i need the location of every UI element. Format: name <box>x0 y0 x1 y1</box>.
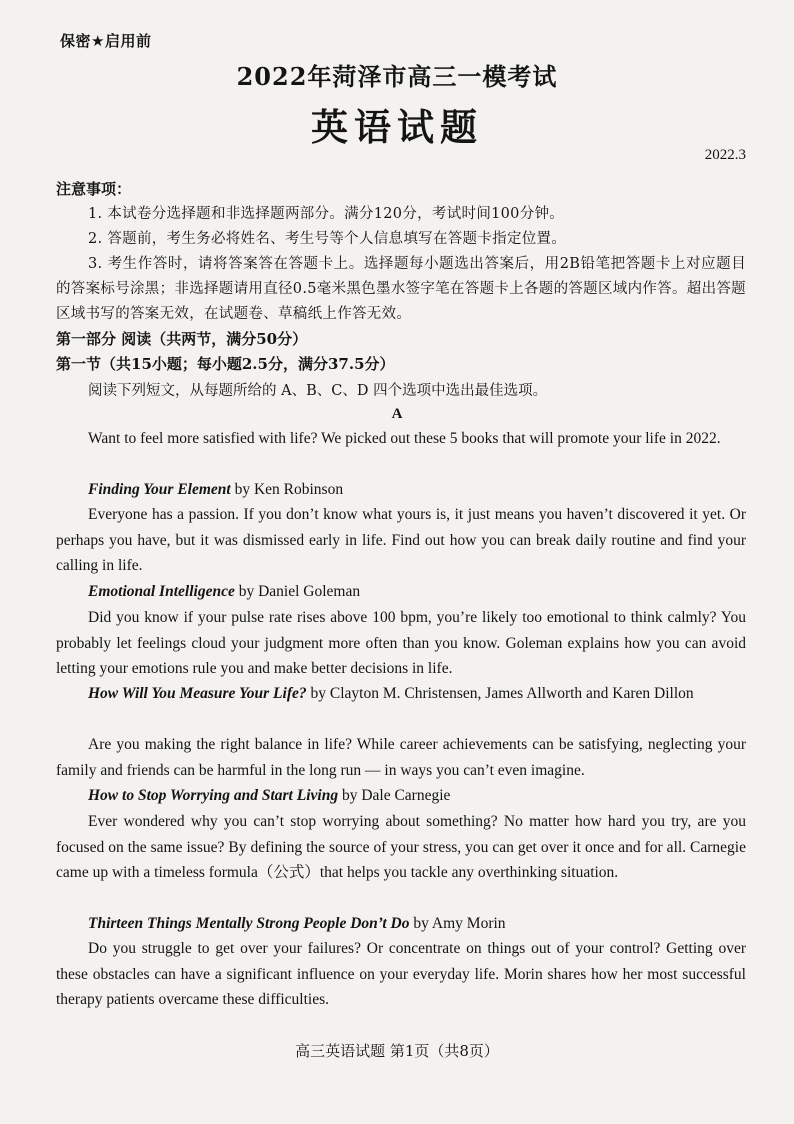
book-author-5: by Amy Morin <box>409 915 506 932</box>
book-title-2: Emotional Intelligence <box>88 583 235 600</box>
book-heading-5 <box>56 911 746 937</box>
book-title-3: How Will You Measure Your Life? <box>88 685 307 702</box>
book-title-5: Thirteen Things Mentally Strong People Don’t Do <box>88 915 410 932</box>
book-desc-1: Everyone has a passion. If you don’t know what yours is, it just means you haven’t discovered it yet. Or perhaps you have, but it was dismissed early in life. Find out how you can break daily routine and find your calling in life. <box>56 506 746 574</box>
part-heading: 第一部分 阅读（共两节，满分50分） <box>56 330 308 348</box>
book-title-1: Finding Your Element <box>88 481 231 498</box>
note-item-1: 1. 本试卷分选择题和非选择题两部分。满分120分，考试时间100分钟。 <box>88 206 565 222</box>
section-heading: 第一节（共15小题；每小题2.5分，满分37.5分） <box>56 355 395 373</box>
confidential-label: 保密★启用前 <box>60 32 152 50</box>
passage-intro: Want to feel more satisfied with life? We picked out these 5 books that will promote your life in 2022. <box>88 430 721 447</box>
exam-title: 2022年菏泽市高三一模考试 <box>236 62 558 91</box>
note-item-2: 2. 答题前，考生务必将姓名、考生号等个人信息填写在答题卡指定位置。 <box>88 231 567 247</box>
book-desc-5: Do you struggle to get over your failures? Or concentrate on things out of your control? Getting over these obstacles can have a significant influence on your everyday life. Morin shares how her most successful therapy patients overcame these difficulties. <box>56 940 746 1008</box>
exam-date: 2022.3 <box>704 147 746 163</box>
book-author-4: by Dale Carnegie <box>338 787 451 804</box>
book-title-4: How to Stop Worrying and Start Living <box>88 787 339 804</box>
book-author-2: by Daniel Goleman <box>234 583 361 600</box>
notes-heading: 注意事项： <box>56 180 132 198</box>
page-footer: 高三英语试题 第1页（共8页） <box>295 1042 499 1060</box>
book-desc-3: Are you making the right balance in life? While career achievements can be satisfying, neglecting your family and friends can be harmful in the long run — in ways you can’t even imagine. <box>56 736 746 779</box>
section-instruction: 阅读下列短文，从每题所给的 A、B、C、D 四个选项中选出最佳选项。 <box>88 383 548 399</box>
book-desc-4: Ever wondered why you can’t stop worrying about something? No matter how hard you try, are you focused on the same issue? By defining the source of your stress, you can get over it once and for all. Carnegie came up with a timeless formula（公式）that helps you tackle any overthinking situation. <box>56 813 746 881</box>
book-heading-1 <box>56 477 746 503</box>
book-heading-2 <box>56 579 746 605</box>
book-heading-4 <box>56 783 746 809</box>
book-author-1: by Ken Robinson <box>230 481 344 498</box>
book-author-3: by Clayton M. Christensen, James Allworth and Karen Dillon <box>306 685 694 702</box>
passage-label: A <box>391 406 403 422</box>
note-item-3: 3. 考生作答时，请将答案答在答题卡上。选择题每小题选出答案后，用2B铅笔把答题卡上对应题目的答案标号涂黑；非选择题请用直径0.5毫米黑色墨水签字笔在答题卡上各题的答题区域内作答。超出答题区域书写的答案无效，在试题卷、草稿纸上作答无效。 <box>56 256 746 322</box>
book-desc-2: Did you know if your pulse rate rises above 100 bpm, you’re likely too emotional to think calmly? You probably let feelings cloud your judgment more often than you know. Goleman explains how you can avoid letting your emotions rule you and make better decisions in life. <box>56 609 746 677</box>
book-heading-3 <box>56 681 746 707</box>
subject-title: 英语试题 <box>311 105 483 149</box>
